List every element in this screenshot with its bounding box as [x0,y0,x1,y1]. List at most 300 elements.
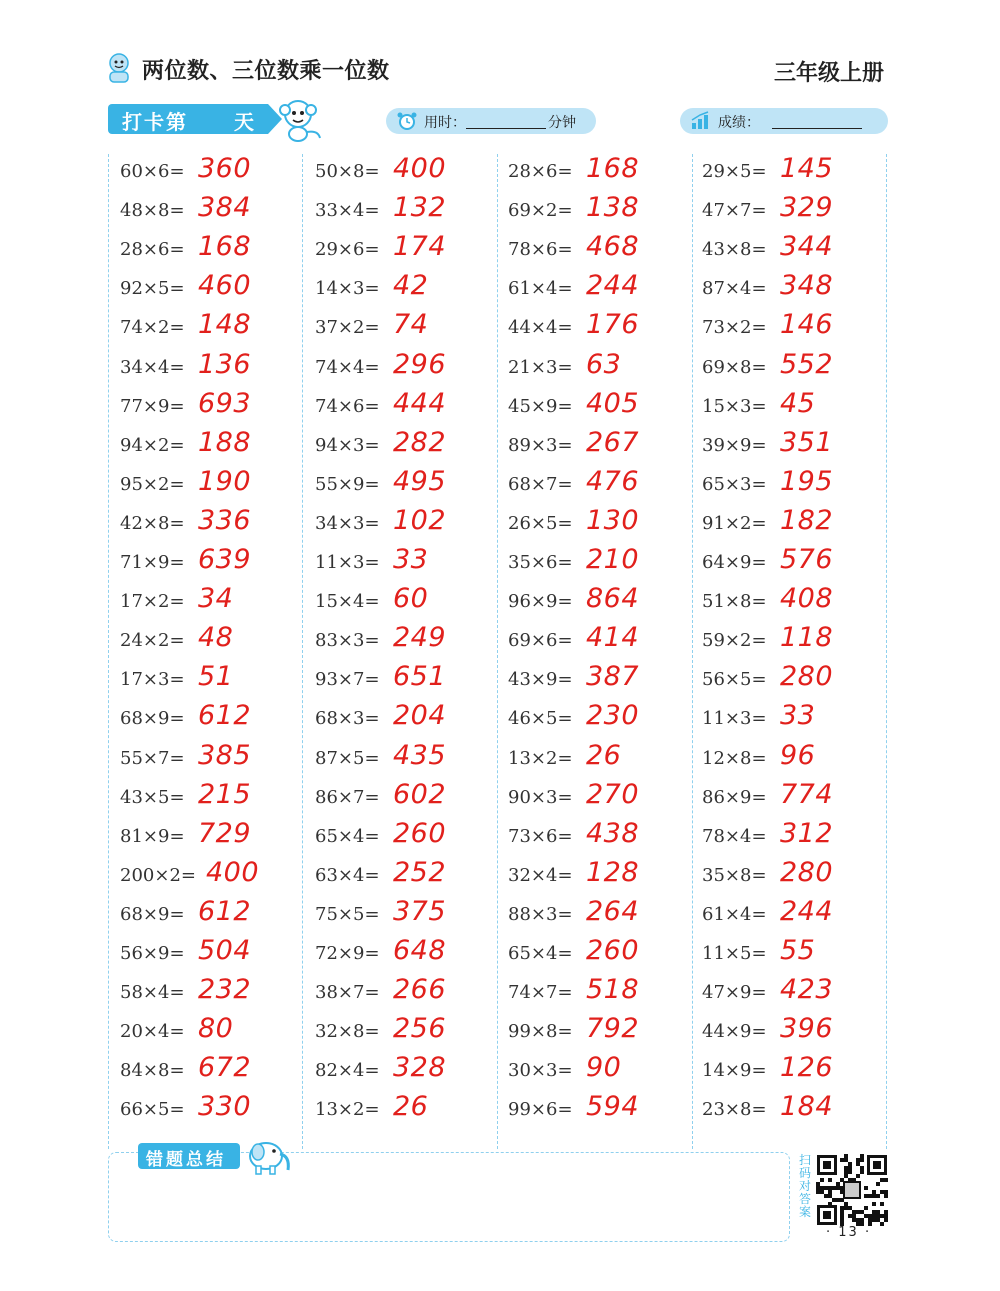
handwritten-answer[interactable]: 729 [198,818,252,849]
handwritten-answer[interactable]: 270 [586,779,640,810]
problem-item [508,233,688,269]
problem-expression: 94×2= [120,435,185,456]
problem-expression: 94×3= [315,435,380,456]
problem-item [315,624,495,660]
problem-expression: 17×2= [120,591,185,612]
handwritten-answer[interactable]: 328 [393,1052,447,1083]
handwritten-answer[interactable]: 576 [780,544,834,575]
problem-expression: 48×8= [120,200,185,221]
problem-expression: 43×9= [508,669,573,690]
problem-item [508,781,688,817]
problem-expression: 75×5= [315,904,380,925]
problem-expression: 74×4= [315,357,380,378]
problem-expression: 69×2= [508,200,573,221]
page-number: · 13 · [826,1225,872,1240]
column-divider [692,154,693,1149]
problem-item [315,859,495,895]
problem-expression: 55×7= [120,748,185,769]
handwritten-answer[interactable]: 651 [393,661,447,692]
handwritten-answer[interactable]: 174 [393,231,447,262]
problem-expression: 68×9= [120,904,185,925]
problem-item [120,351,300,387]
problem-item [508,624,688,660]
problem-expression: 17×3= [120,669,185,690]
handwritten-answer[interactable]: 138 [586,192,640,223]
problem-item [508,194,688,230]
problem-item [120,390,300,426]
problem-item [315,546,495,582]
handwritten-answer[interactable]: 55 [780,935,816,966]
problem-expression: 78×4= [702,826,767,847]
handwritten-answer[interactable]: 126 [780,1052,834,1083]
problem-item [508,585,688,621]
problem-item [702,155,882,191]
handwritten-answer[interactable]: 195 [780,466,834,497]
handwritten-answer[interactable]: 256 [393,1013,447,1044]
problem-item [702,1015,882,1051]
time-label: 用时： [424,115,466,131]
problem-expression: 89×3= [508,435,573,456]
handwritten-answer[interactable]: 384 [198,192,252,223]
handwritten-answer[interactable]: 351 [780,427,834,458]
handwritten-answer[interactable]: 396 [780,1013,834,1044]
handwritten-answer[interactable]: 34 [198,583,234,614]
problem-item [120,468,300,504]
problem-item [702,898,882,934]
problem-item [120,976,300,1012]
handwritten-answer[interactable]: 438 [586,818,640,849]
problem-item [508,898,688,934]
problem-expression: 95×2= [120,474,185,495]
problem-item [508,820,688,856]
problem-expression: 43×5= [120,787,185,808]
problem-expression: 74×2= [120,317,185,338]
handwritten-answer[interactable]: 252 [393,857,447,888]
problem-item [120,898,300,934]
handwritten-answer[interactable]: 244 [586,270,640,301]
problem-expression: 23×8= [702,1099,767,1120]
problem-expression: 88×3= [508,904,573,925]
handwritten-answer[interactable]: 639 [198,544,252,575]
problem-expression: 59×2= [702,630,767,651]
problem-expression: 28×6= [120,239,185,260]
handwritten-answer[interactable]: 130 [586,505,640,536]
problem-item [315,820,495,856]
handwritten-answer[interactable]: 282 [393,427,447,458]
handwritten-answer[interactable]: 476 [586,466,640,497]
problem-expression: 81×9= [120,826,185,847]
problem-expression: 29×6= [315,239,380,260]
handwritten-answer[interactable]: 387 [586,661,640,692]
handwritten-answer[interactable]: 182 [780,505,834,536]
problem-expression: 35×6= [508,552,573,573]
handwritten-answer[interactable]: 33 [393,544,429,575]
problem-expression: 58×4= [120,982,185,1003]
problem-item [315,937,495,973]
handwritten-answer[interactable]: 184 [780,1091,834,1122]
handwritten-answer[interactable]: 414 [586,622,640,653]
handwritten-answer[interactable]: 444 [393,388,447,419]
problem-expression: 66×5= [120,1099,185,1120]
handwritten-answer[interactable]: 145 [780,153,834,184]
problem-item [315,507,495,543]
problem-item [315,390,495,426]
problem-item [315,311,495,347]
problem-expression: 86×7= [315,787,380,808]
score-label: 成绩： [718,115,760,131]
problem-item [508,390,688,426]
handwritten-answer[interactable]: 612 [198,896,252,927]
problem-item [508,742,688,778]
problem-item [702,702,882,738]
problem-expression: 21×3= [508,357,573,378]
problem-item [120,429,300,465]
problem-expression: 99×8= [508,1021,573,1042]
mistake-summary-label: 错题总结 [146,1150,226,1170]
handwritten-answer[interactable]: 190 [198,466,252,497]
handwritten-answer[interactable]: 96 [780,740,816,771]
problem-item [315,351,495,387]
handwritten-answer[interactable]: 249 [393,622,447,653]
problem-expression: 84×8= [120,1060,185,1081]
handwritten-answer[interactable]: 375 [393,896,447,927]
problem-item [702,390,882,426]
problem-item [315,702,495,738]
problem-expression: 50×8= [315,161,380,182]
alarm-clock-icon [396,111,418,131]
problem-item [120,1093,300,1129]
problem-item [120,663,300,699]
problem-item [508,507,688,543]
time-box [386,108,596,134]
problem-item [120,1015,300,1051]
problem-item [120,155,300,191]
handwritten-answer[interactable]: 423 [780,974,834,1005]
problem-item [508,1054,688,1090]
problem-expression: 60×6= [120,161,185,182]
time-unit: 分钟 [548,115,576,131]
problem-expression: 87×5= [315,748,380,769]
handwritten-answer[interactable]: 26 [393,1091,429,1122]
problem-item [508,311,688,347]
handwritten-answer[interactable]: 232 [198,974,252,1005]
handwritten-answer[interactable]: 460 [198,270,252,301]
page-title: 两位数、三位数乘一位数 [142,59,390,84]
problem-item [702,624,882,660]
problem-expression: 26×5= [508,513,573,534]
handwritten-answer[interactable]: 495 [393,466,447,497]
problem-expression: 73×2= [702,317,767,338]
problem-expression: 51×8= [702,591,767,612]
handwritten-answer[interactable]: 74 [393,309,429,340]
problem-item [315,1093,495,1129]
grade-label: 三年级上册 [773,61,884,86]
handwritten-answer[interactable]: 260 [393,818,447,849]
handwritten-answer[interactable]: 693 [198,388,252,419]
qr-label: 扫码对答案 [799,1153,812,1219]
problem-expression: 47×9= [702,982,767,1003]
problem-expression: 65×3= [702,474,767,495]
problem-item [702,272,882,308]
handwritten-answer[interactable]: 128 [586,857,640,888]
handwritten-answer[interactable]: 48 [198,622,234,653]
problem-item [508,1015,688,1051]
problem-item [120,233,300,269]
problem-expression: 13×2= [508,748,573,769]
problem-item [702,1093,882,1129]
problem-item [315,585,495,621]
handwritten-answer[interactable]: 215 [198,779,252,810]
problem-item [120,585,300,621]
problem-item [315,429,495,465]
handwritten-answer[interactable]: 80 [198,1013,234,1044]
problem-expression: 44×4= [508,317,573,338]
handwritten-answer[interactable]: 280 [780,661,834,692]
problem-expression: 20×4= [120,1021,185,1042]
problem-item [702,1054,882,1090]
problem-item [508,429,688,465]
handwritten-answer[interactable]: 280 [780,857,834,888]
handwritten-answer[interactable]: 168 [586,153,640,184]
problem-expression: 39×9= [702,435,767,456]
problem-item [120,507,300,543]
problem-item [120,937,300,973]
handwritten-answer[interactable]: 405 [586,388,640,419]
problem-item [315,1015,495,1051]
problem-item [508,155,688,191]
problem-expression: 12×8= [702,748,767,769]
handwritten-answer[interactable]: 26 [586,740,622,771]
handwritten-answer[interactable]: 42 [393,270,429,301]
handwritten-answer[interactable]: 45 [780,388,816,419]
problem-expression: 92×5= [120,278,185,299]
handwritten-answer[interactable]: 264 [586,896,640,927]
handwritten-answer[interactable]: 204 [393,700,447,731]
problem-expression: 61×4= [702,904,767,925]
problem-expression: 90×3= [508,787,573,808]
problem-expression: 42×8= [120,513,185,534]
problem-item [120,859,300,895]
problem-item [702,742,882,778]
problem-expression: 45×9= [508,396,573,417]
problem-item [315,468,495,504]
checkin-day-unit: 天 [234,110,254,134]
handwritten-answer[interactable]: 132 [393,192,447,223]
problem-expression: 35×8= [702,865,767,886]
problem-expression: 72×9= [315,943,380,964]
problem-item [702,585,882,621]
handwritten-answer[interactable]: 244 [780,896,834,927]
score-blank[interactable] [772,128,862,129]
problem-expression: 43×8= [702,239,767,260]
problem-item [315,272,495,308]
problem-expression: 32×4= [508,865,573,886]
handwritten-answer[interactable]: 504 [198,935,252,966]
problem-expression: 11×5= [702,943,767,964]
problem-item [315,233,495,269]
problem-item [508,702,688,738]
problem-expression: 61×4= [508,278,573,299]
handwritten-answer[interactable]: 188 [198,427,252,458]
problem-item [702,976,882,1012]
problem-item [702,546,882,582]
handwritten-answer[interactable]: 594 [586,1091,640,1122]
handwritten-answer[interactable]: 312 [780,818,834,849]
handwritten-answer[interactable]: 336 [198,505,252,536]
problem-item [315,898,495,934]
problem-expression: 24×2= [120,630,185,651]
handwritten-answer[interactable]: 296 [393,349,447,380]
problem-expression: 74×7= [508,982,573,1003]
handwritten-answer[interactable]: 102 [393,505,447,536]
monkey-icon [276,96,324,142]
problem-item [120,194,300,230]
problem-expression: 87×4= [702,278,767,299]
problem-expression: 37×2= [315,317,380,338]
handwritten-answer[interactable]: 146 [780,309,834,340]
problem-item [120,546,300,582]
problem-item [508,272,688,308]
problem-expression: 14×9= [702,1060,767,1081]
problem-item [702,468,882,504]
problem-item [702,311,882,347]
handwritten-answer[interactable]: 148 [198,309,252,340]
handwritten-answer[interactable]: 260 [586,935,640,966]
problem-item [315,976,495,1012]
handwritten-answer[interactable]: 468 [586,231,640,262]
handwritten-answer[interactable]: 400 [393,153,447,184]
problem-item [315,155,495,191]
handwritten-answer[interactable]: 435 [393,740,447,771]
problem-expression: 82×4= [315,1060,380,1081]
handwritten-answer[interactable]: 344 [780,231,834,262]
handwritten-answer[interactable]: 136 [198,349,252,380]
problem-item [702,429,882,465]
problem-expression: 77×9= [120,396,185,417]
column-divider [302,154,303,1149]
problem-expression: 29×5= [702,161,767,182]
problem-item [120,624,300,660]
problem-item [315,742,495,778]
problem-expression: 34×3= [315,513,380,534]
handwritten-answer[interactable]: 518 [586,974,640,1005]
problem-expression: 68×7= [508,474,573,495]
handwritten-answer[interactable]: 552 [780,349,834,380]
handwritten-answer[interactable]: 612 [198,700,252,731]
handwritten-answer[interactable]: 176 [586,309,640,340]
problem-item [508,546,688,582]
problem-expression: 56×9= [120,943,185,964]
handwritten-answer[interactable]: 118 [780,622,834,653]
problem-item [508,1093,688,1129]
handwritten-answer[interactable]: 360 [198,153,252,184]
problem-item [120,742,300,778]
handwritten-answer[interactable]: 330 [198,1091,252,1122]
handwritten-answer[interactable]: 400 [206,857,260,888]
score-box [680,108,888,134]
handwritten-answer[interactable]: 267 [586,427,640,458]
problem-expression: 96×9= [508,591,573,612]
problem-expression: 63×4= [315,865,380,886]
handwritten-answer[interactable]: 672 [198,1052,252,1083]
problem-expression: 46×5= [508,708,573,729]
problem-item [120,820,300,856]
problem-item [508,859,688,895]
problem-item [315,1054,495,1090]
handwritten-answer[interactable]: 792 [586,1013,640,1044]
bar-chart-icon [690,111,712,131]
handwritten-answer[interactable]: 230 [586,700,640,731]
handwritten-answer[interactable]: 385 [198,740,252,771]
problem-item [315,194,495,230]
problem-expression: 15×4= [315,591,380,612]
handwritten-answer[interactable]: 648 [393,935,447,966]
mascot-icon [104,52,134,84]
problem-expression: 68×3= [315,708,380,729]
problem-expression: 99×6= [508,1099,573,1120]
problem-expression: 15×3= [702,396,767,417]
handwritten-answer[interactable]: 33 [780,700,816,731]
problem-expression: 14×3= [315,278,380,299]
handwritten-answer[interactable]: 774 [780,779,834,810]
problem-expression: 11×3= [315,552,380,573]
problem-expression: 55×9= [315,474,380,495]
time-blank[interactable] [466,128,546,129]
problem-expression: 47×7= [702,200,767,221]
problem-item [702,781,882,817]
mistake-summary-tag [138,1143,240,1169]
handwritten-answer[interactable]: 329 [780,192,834,223]
checkin-label: 打卡第 [122,110,188,134]
qr-code[interactable] [816,1154,888,1226]
column-divider [886,154,887,1149]
handwritten-answer[interactable]: 864 [586,583,640,614]
problem-expression: 28×6= [508,161,573,182]
problem-expression: 83×3= [315,630,380,651]
problem-expression: 30×3= [508,1060,573,1081]
handwritten-answer[interactable]: 63 [586,349,622,380]
handwritten-answer[interactable]: 168 [198,231,252,262]
handwritten-answer[interactable]: 210 [586,544,640,575]
problem-item [120,1054,300,1090]
handwritten-answer[interactable]: 51 [198,661,234,692]
problem-expression: 64×9= [702,552,767,573]
problem-expression: 32×8= [315,1021,380,1042]
problem-expression: 34×4= [120,357,185,378]
problem-expression: 74×6= [315,396,380,417]
handwritten-answer[interactable]: 408 [780,583,834,614]
handwritten-answer[interactable]: 348 [780,270,834,301]
problem-expression: 69×8= [702,357,767,378]
handwritten-answer[interactable]: 60 [393,583,429,614]
problem-expression: 56×5= [702,669,767,690]
problem-expression: 93×7= [315,669,380,690]
problem-item [702,859,882,895]
problem-item [508,663,688,699]
handwritten-answer[interactable]: 90 [586,1052,622,1083]
problem-item [120,272,300,308]
problem-expression: 71×9= [120,552,185,573]
problem-item [508,351,688,387]
column-divider [497,154,498,1149]
problem-expression: 200×2= [120,865,196,886]
problem-item [120,702,300,738]
problem-item [508,468,688,504]
problem-expression: 38×7= [315,982,380,1003]
problem-item [702,351,882,387]
handwritten-answer[interactable]: 602 [393,779,447,810]
handwritten-answer[interactable]: 266 [393,974,447,1005]
